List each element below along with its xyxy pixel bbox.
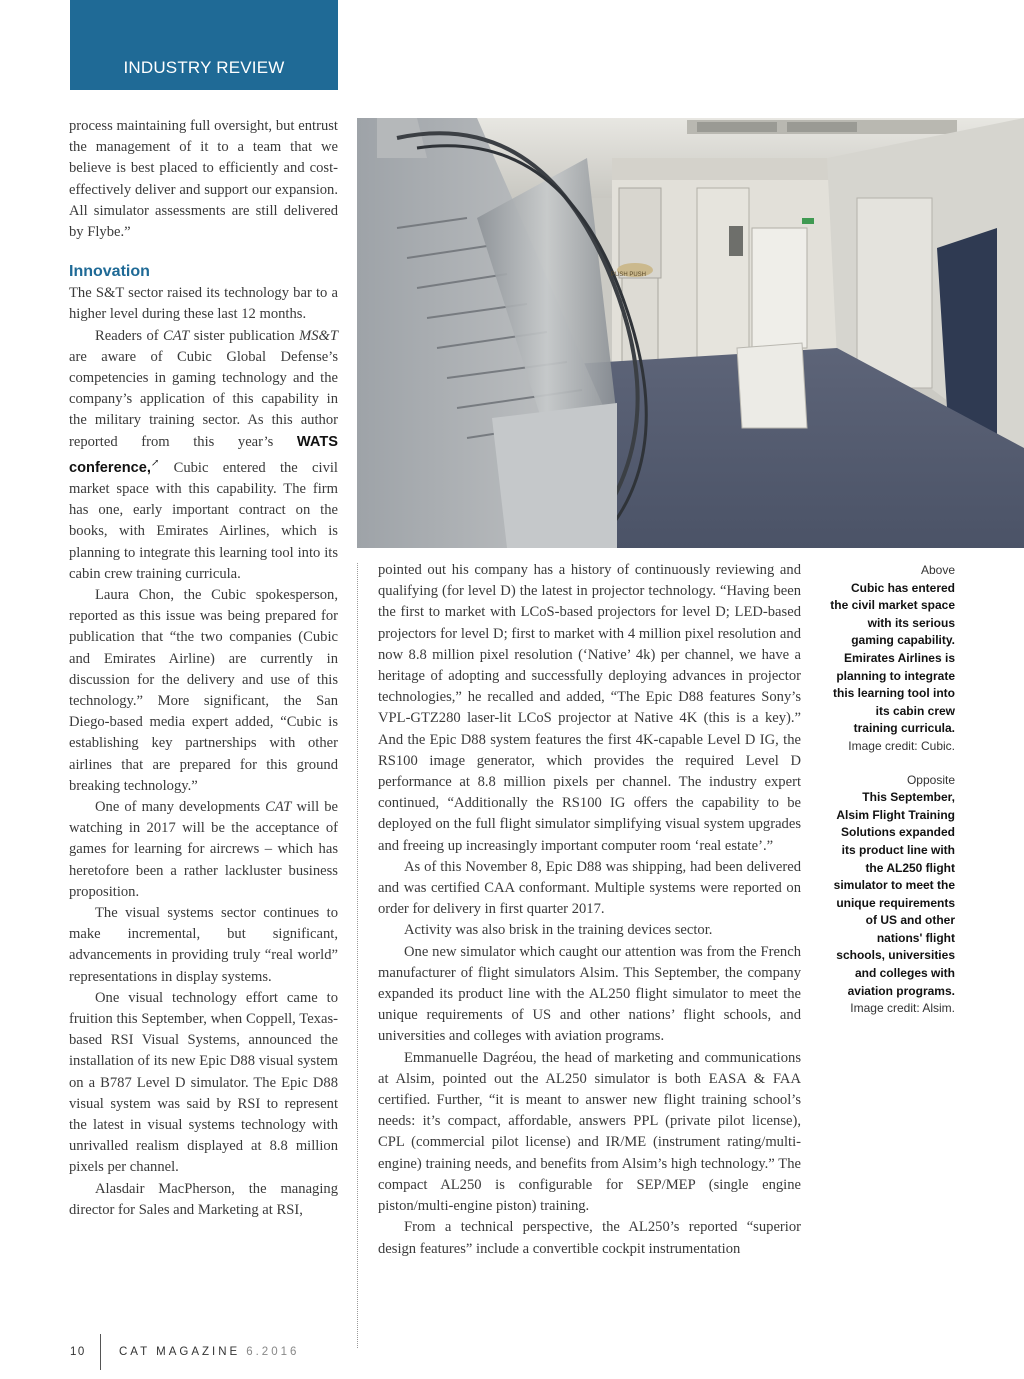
- wats-conference-link[interactable]: WATS conference,: [69, 433, 338, 476]
- column-divider: [357, 563, 358, 1348]
- footer-divider: [100, 1334, 101, 1370]
- caption-label-above: Above: [920, 563, 955, 577]
- external-link-icon[interactable]: ↗: [150, 457, 160, 469]
- magazine-name: CAT MAGAZINE: [119, 1346, 241, 1358]
- paragraph: pointed out his company has a history of continuously reviewing and qualifying (for level D) the latest in projector technology. “Having been the first to market with LCoS-based projectors for level D; LED-based projectors for level D; first to market with 4 million pixel resolution and now 8.8 million pixel resolution (‘Native’ 4k) per channel, we have a heritage of adopting and successfully deploying advances in projector technologies,” he recalled and added, “The Epic D88 features Sony’s VPL-GTZ280 laser-lit LCoS projector at Native 4K (this is a key).” And the Epic D88 system features the first 4K-capable Level D IG, the RS100 image generator, which provides the required Level D performance at 8.8 million pixels per channel. The industry expert continued, “Additionally the RS100 IG offers the capability to be deployed on the full flight simulator simplifying visual system upgrades and freeing up increasingly important computer room ‘real estate’.”: [378, 562, 801, 854]
- section-title: INDUSTRY REVIEW: [123, 58, 285, 77]
- paragraph: As of this November 8, Epic D88 was shipping, had been delivered and was certified CAA conformant. Multiple systems were reported on order for delivery in first quarter 2017.: [378, 858, 801, 918]
- caption-text-opposite: This September, Alsim Flight Training Solutions expanded its product line with the AL250 flight simulator to meet the unique requirements of US and other nations' flight schools, universities and colleges with aviation programs.: [833, 790, 955, 998]
- section-header-tab: [70, 0, 338, 90]
- paragraph: The S&T sector raised its technology bar to a higher level during these last 12 months.: [69, 285, 338, 323]
- caption-label-opposite: Opposite: [906, 772, 955, 787]
- publication-name: CAT: [163, 327, 190, 344]
- page-number: 10: [70, 1346, 86, 1358]
- paragraph: Laura Chon, the Cubic spokesperson, reported as this issue was being prepared for publication that “the two companies (Cubic and Emirates Airline) are currently in discussion for the delivery and use of this technology.” More significant, the San Diego-based media expert added, “Cubic is establishing key partnerships with other airlines that are prepared for this ground breaking technology.”: [69, 586, 338, 794]
- paragraph: One visual technology effort came to fruition this September, when Coppell, Texas-based RSI Visual Systems, announced the installation of its new Epic D88 visual system on a B787 Level D simulator. The Epic D88 visual system was said by RSI to represent the latest in visual systems technology with unrivalled realism displayed at 8.8 million pixels per channel.: [69, 989, 338, 1176]
- paragraph: Alasdair MacPherson, the managing director for Sales and Marketing at RSI,: [69, 1180, 338, 1218]
- paragraph: The visual systems sector continues to make incremental, but significant, advancements in providing truly “real world” representations in display systems.: [69, 904, 338, 985]
- middle-text-column: [378, 560, 801, 1260]
- paragraph: From a technical perspective, the AL250’s reported “superior design features” include a convertible cockpit instrumentation: [378, 1219, 801, 1257]
- paragraph: Readers of CAT sister publication MS&T are aware of Cubic Global Defense’s competencies in gaming technology and the company’s application of this capability in the military training sector. As this author reported from this year’s WATS conference,↗ Cubic entered the civil market space with this capability. The firm has one, early important contract on the books, with Emirates Airlines, which is planning to integrate this learning tool into its cabin crew training curricula.: [69, 327, 338, 582]
- issue-date: 6.2016: [246, 1346, 300, 1358]
- paragraph: Activity was also brisk in the training devices sector.: [404, 922, 713, 939]
- photo-captions: [830, 562, 955, 1018]
- caption-credit-above: Image credit: Cubic.: [848, 738, 955, 753]
- paragraph: process maintaining full oversight, but entrust the management of it to a team that we believe is best placed to efficiently and cost-effectively deliver and support our expansion. All simulator assessments are still delivered by Flybe.”: [69, 118, 338, 241]
- left-text-column: [69, 116, 338, 1221]
- door-sign-text: PUSH PUSH: [611, 272, 647, 278]
- caption-credit-opposite: Image credit: Alsim.: [850, 1001, 955, 1016]
- cabin-staircase-photo: [357, 118, 1024, 548]
- page-footer: [70, 1334, 299, 1370]
- paragraph: Emmanuelle Dagréou, the head of marketing and communications at Alsim, pointed out the AL250 simulator is both EASA & FAA certified. Further, “it is meant to answer new flight training school’s needs: it’s compact, affordable, answers PPL (private pilot license), CPL (commercial pilot license) and IR/ME (instrument rating/multi-engine) training needs, and benefits from Alsim’s high technology.” The compact AL250 is configurable for SEP/MEP (single engine piston/multi-engine piston) training.: [378, 1049, 801, 1215]
- paragraph: One new simulator which caught our attention was from the French manufacturer of flight simulators Alsim. This September, the company expanded its product line with the AL250 flight simulator to meet the unique requirements of US and other nations’ flight schools, and universities and colleges with aviation programs.: [378, 943, 801, 1045]
- section-heading: Innovation: [69, 263, 150, 281]
- caption-text-above: Cubic has entered the civil market space with its serious gaming capability. Emirates Airlines is planning to integrate this learning tool into its cabin crew training curricula.: [830, 580, 955, 736]
- publication-name: CAT: [265, 798, 292, 815]
- publication-name: MS&T: [299, 327, 338, 344]
- paragraph: One of many developments CAT will be watching in 2017 will be the acceptance of games for learning for aircrews – which has heretofore been a rather lackluster business proposition.: [69, 798, 338, 900]
